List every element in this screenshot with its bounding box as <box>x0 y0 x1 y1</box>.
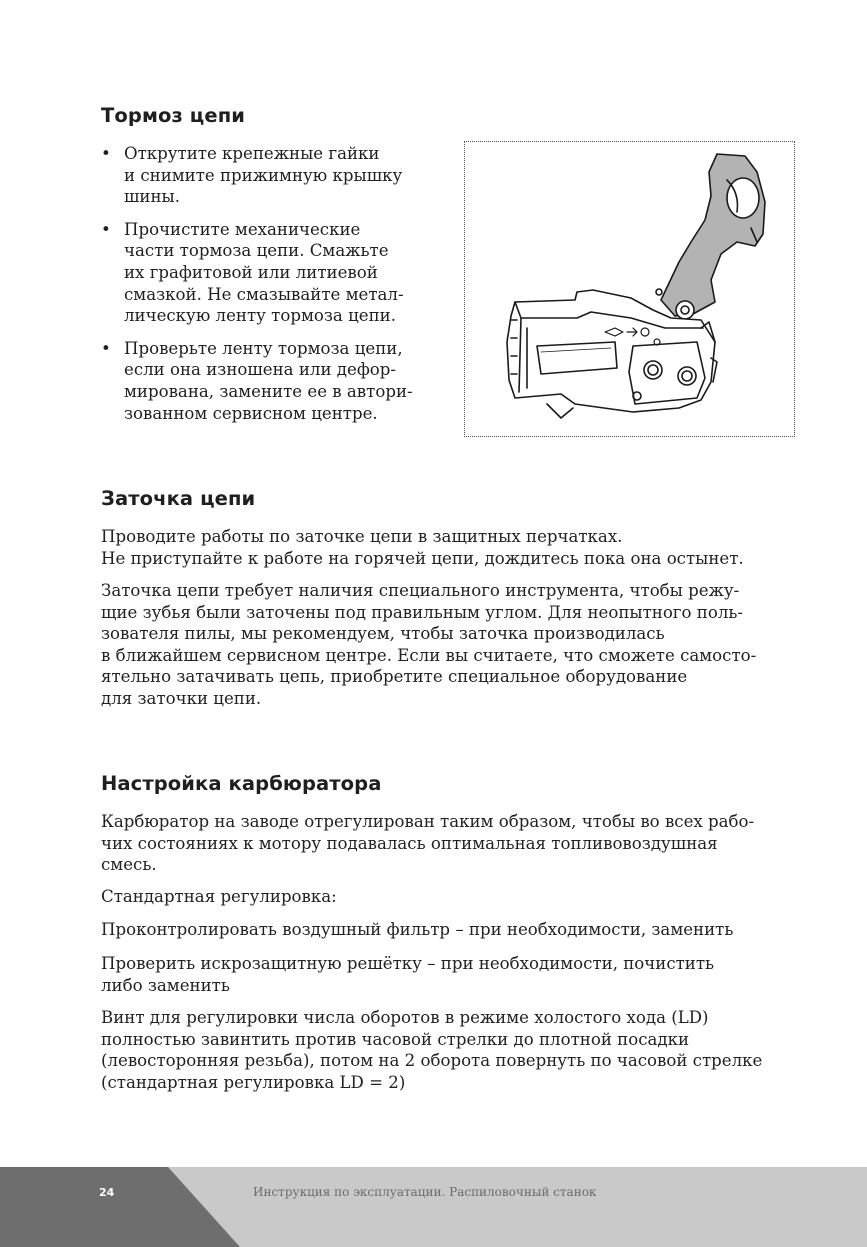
carburetor-paragraph-1 <box>101 811 754 876</box>
bullet-line: их графитовой или литиевой <box>124 262 378 282</box>
bullet-icon: • <box>101 338 111 358</box>
bullet-line: Проверьте ленту тормоза цепи, <box>124 338 403 358</box>
text-line: Проконтролировать воздушный фильтр – при необходимости, заменить <box>101 920 734 939</box>
carburetor-paragraph-3 <box>101 919 733 941</box>
text-line: ятельно затачивать цепь, приобретите специальное оборудование <box>101 667 688 687</box>
text-line: Винт для регулировки числа оборотов в режиме холостого хода (LD) <box>101 1008 709 1027</box>
sharpening-paragraph-1 <box>101 526 744 569</box>
bullet-line: части тормоза цепи. Смажьте <box>124 241 389 261</box>
text-line: Стандартная регулировка: <box>101 887 337 906</box>
text-line: Заточка цепи требует наличия специального инструмента, чтобы режу- <box>101 581 740 600</box>
text-line: Не приступайте к работе на горячей цепи, дождитесь пока она остынет. <box>101 548 744 568</box>
brake-lever <box>661 154 765 316</box>
text-line: для заточки цепи. <box>101 688 262 708</box>
text-line: Проверить искрозащитную решётку – при необходимости, почистить <box>101 954 715 973</box>
bullet-line: мирована, замените ее в автори- <box>124 381 413 401</box>
text-line: либо заменить <box>101 975 230 995</box>
chain-brake-bullet-list <box>101 143 441 435</box>
bullet-line: Прочистите механические <box>124 219 361 239</box>
carburetor-paragraph-4 <box>101 953 714 996</box>
list-item <box>101 143 441 208</box>
text-line: щие зубья были заточены под правильным углом. Для неопытного поль- <box>101 602 744 622</box>
text-line: (стандартная регулировка LD = 2) <box>101 1072 406 1092</box>
text-line: смесь. <box>101 855 157 875</box>
page-number: 24 <box>99 1186 115 1199</box>
bullet-line: если она изношена или дефор- <box>124 360 397 380</box>
pivot-bolt <box>676 301 694 319</box>
chain-brake-drawing <box>465 142 796 438</box>
bullet-line: лическую ленту тормоза цепи. <box>124 306 396 326</box>
text-line: зователя пилы, мы рекомендуем, чтобы заточка производилась <box>101 624 665 644</box>
lever-hole <box>727 178 759 218</box>
text-line: (левосторонняя резьба), потом на 2 оборота повернуть по часовой стрелке <box>101 1051 763 1071</box>
section-title-chain-sharpening: Заточка цепи <box>101 487 256 510</box>
section-title-chain-brake: Тормоз цепи <box>101 104 246 127</box>
carburetor-paragraph-2 <box>101 886 337 908</box>
list-item <box>101 338 441 424</box>
text-line: чих состояниях к мотору подавалась оптимальная топливовоздушная <box>101 833 718 853</box>
text-line: Проводите работы по заточке цепи в защитных перчатках. <box>101 527 623 546</box>
bullet-line: Открутите крепежные гайки <box>124 144 380 163</box>
bullet-line: шины. <box>124 187 181 207</box>
carburetor-paragraph-5 <box>101 1007 762 1093</box>
list-item <box>101 219 441 327</box>
footer-title: Инструкция по эксплуатации. Распиловочный станок <box>253 1185 597 1199</box>
bullet-line: зованном сервисном центре. <box>124 403 378 423</box>
text-line: Карбюратор на заводе отрегулирован таким образом, чтобы во всех рабо- <box>101 812 755 831</box>
text-line: полностью завинтить против часовой стрелки до плотной посадки <box>101 1029 690 1049</box>
sharpening-paragraph-2 <box>101 580 756 710</box>
bullet-line: и снимите прижимную крышку <box>124 165 403 185</box>
bullet-icon: • <box>101 144 111 163</box>
section-title-carburetor: Настройка карбюратора <box>101 772 382 795</box>
bullet-line: смазкой. Не смазывайте метал- <box>124 284 404 304</box>
text-line: в ближайшем сервисном центре. Если вы считаете, что сможете самосто- <box>101 645 757 665</box>
chain-brake-figure <box>464 141 795 437</box>
bullet-icon: • <box>101 219 111 239</box>
